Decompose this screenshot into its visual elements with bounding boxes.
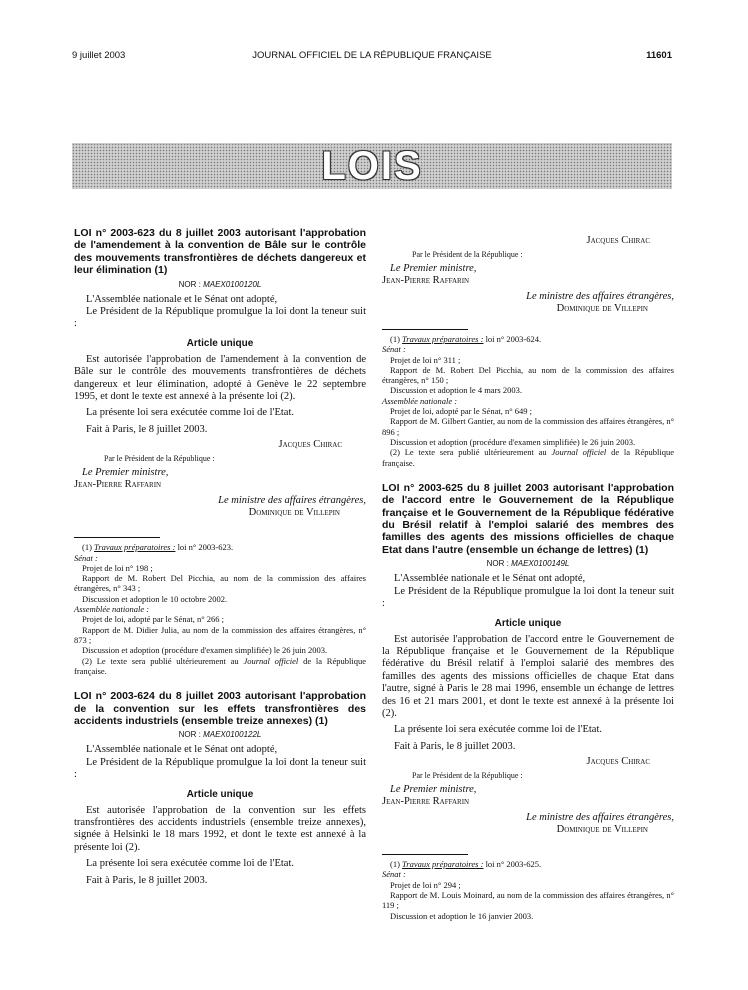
- footnotes: (1) Travaux préparatoires : loi n° 2003-625. Sénat : Projet de loi n° 294 ; Rapport de M. Louis Moinard, au nom de la commission des affaires étrangères, n° 119 ; Discussion et adoption le 16 janvier 2003.: [382, 859, 674, 921]
- footnote-item: Rapport de M. Gilbert Gantier, au nom de la commission des affaires étrangères, n° 896 ;: [382, 416, 674, 437]
- footnotes: (1) Travaux préparatoires : loi n° 2003-624. Sénat : Projet de loi n° 311 ; Rapport de M. Robert Del Picchia, au nom de la commission des affaires étrangères, n° 150 ; Discussion et adoption le 4 mars 2003. Assemblée nationale : Projet de loi, adopté par le Sénat, n° 649 ; Rapport de M. Gilbert Gantier, au nom de la commission des affaires étrangères, n° 896 ; Discussion et adoption (procédure d'examen simplifiée) le 26 juin 2003. (2) Le texte sera publié ultérieurement au Journal officiel de la République française.: [382, 334, 674, 468]
- footnote-text: (2) Le texte sera publié ultérieurement au: [82, 655, 244, 666]
- footnote-rule: [382, 329, 468, 330]
- signature-pm-name: Jean-Pierre Raffarin: [74, 479, 162, 491]
- header-journal-title: JOURNAL OFFICIEL DE LA RÉPUBLIQUE FRANÇAISE: [252, 50, 492, 61]
- nor-reference: [382, 559, 674, 568]
- signature-president: Jacques Chirac: [586, 235, 650, 246]
- section-banner-title: LOIS: [321, 143, 423, 188]
- law-paragraph: Fait à Paris, le 8 juillet 2003.: [394, 740, 516, 752]
- footnote-item: [74, 656, 366, 677]
- footnote-item: [382, 447, 674, 468]
- footnote-item: Projet de loi n° 294 ;: [390, 879, 461, 890]
- footnote-text: de la République française.: [74, 655, 366, 676]
- signature-minister-title: Le ministre des affaires étrangères,: [526, 812, 674, 824]
- footnote-item: Rapport de M. Robert Del Picchia, au nom de la commission des affaires étrangères, n° 343 ;: [74, 573, 366, 594]
- footnote-item: Rapport de M. Didier Julia, au nom de la commission des affaires étrangères, n° 873 ;: [74, 624, 366, 645]
- signature-president: Jacques Chirac: [586, 756, 650, 768]
- law-2003-624-signatures: [382, 235, 674, 468]
- law-paragraph: La présente loi sera exécutée comme loi de l'Etat.: [86, 858, 295, 870]
- page-header: [72, 50, 672, 66]
- law-paragraph: Le Président de la République promulgue la loi dont la teneur suit :: [382, 585, 674, 610]
- signature-president: Jacques Chirac: [278, 439, 342, 451]
- article-heading: Article unique: [494, 617, 562, 629]
- law-paragraph: La présente loi sera exécutée comme loi de l'Etat.: [86, 407, 295, 419]
- law-title: LOI n° 2003-624 du 8 juillet 2003 autorisant l'approbation de la convention sur les effets transfrontières des accidents industriels (ensemble treize annexes) (1): [74, 690, 366, 727]
- footnote-label: Travaux préparatoires :: [94, 542, 176, 553]
- footnote-section: Sénat :: [382, 869, 406, 880]
- footnote-item: Discussion et adoption (procédure d'examen simplifiée) le 26 juin 2003.: [82, 645, 328, 656]
- footnote-label: Travaux préparatoires :: [402, 334, 484, 344]
- signature-pm-name: Jean-Pierre Raffarin: [382, 796, 470, 808]
- footnote-section: Assemblée nationale :: [382, 395, 458, 406]
- law-2003-625: [382, 482, 674, 921]
- footnote-text: loi n° 2003-623.: [175, 542, 234, 553]
- law-paragraph: Le Président de la République promulgue la loi dont la teneur suit :: [74, 306, 366, 330]
- left-column: [74, 227, 366, 887]
- signature-pm-title: Le Premier ministre,: [82, 467, 169, 479]
- footnote-item: Discussion et adoption le 16 janvier 2003.: [390, 910, 534, 921]
- signature-minister-name: Dominique de Villepin: [556, 303, 648, 314]
- article-text: Est autorisée l'approbation de l'amendement à la convention de Bâle sur le contrôle des mouvements transfrontières de déchets dangereux et leur élimination, adopté à Genève le 22 septembre 1995, et dont le texte est annexé à la présente loi (2).: [74, 353, 366, 403]
- law-title: LOI n° 2003-625 du 8 juillet 2003 autorisant l'approbation de l'accord entre le Gouvernement de la République française et le Gouvernement de la République fédérative du Brésil relatif à l'emploi salarié des membres des familles des agents des missions officielles de chaque Etat dans l'autre (ensemble un échange de lettres) (1): [382, 481, 674, 556]
- footnote-rule: [382, 854, 468, 855]
- signature-minister-name: Dominique de Villepin: [248, 507, 340, 519]
- signature-intro: Par le Président de la République :: [412, 250, 523, 259]
- law-paragraph: L'Assemblée nationale et le Sénat ont adopté,: [394, 573, 586, 585]
- nor-label: NOR :: [178, 730, 201, 740]
- law-paragraph: Fait à Paris, le 8 juillet 2003.: [86, 874, 208, 886]
- signature-pm-title: Le Premier ministre,: [390, 784, 477, 796]
- law-paragraph: L'Assemblée nationale et le Sénat ont adopté,: [86, 293, 278, 305]
- footnote-item: Discussion et adoption (procédure d'examen simplifiée) le 26 juin 2003.: [390, 436, 636, 447]
- law-paragraph: L'Assemblée nationale et le Sénat ont adopté,: [86, 744, 278, 756]
- footnote-item: Discussion et adoption le 10 octobre 2002.: [82, 593, 228, 604]
- footnote-text: loi n° 2003-625.: [483, 859, 542, 870]
- signature-minister-title: Le ministre des affaires étrangères,: [526, 291, 674, 302]
- footnote-text: loi n° 2003-624.: [483, 334, 542, 344]
- footnote-rule: [74, 537, 160, 538]
- article-text: Est autorisée l'approbation de l'accord entre le Gouvernement de la République française et le Gouvernement de la République fédérative du Brésil relatif à l'emploi salarié des membres des familles des agents des missions officielles de chaque Etat dans l'autre, signé à Paris le 28 mai 1996, ensemble un échange de lettres des 16 et 21 mars 2001, et dont le texte est annexé à la présente loi (2).: [382, 633, 674, 719]
- nor-label: NOR :: [178, 279, 201, 289]
- law-paragraph: Fait à Paris, le 8 juillet 2003.: [86, 423, 208, 435]
- signature-minister-name: Dominique de Villepin: [556, 824, 648, 836]
- header-page-number: 11601: [646, 50, 672, 61]
- law-2003-624: [74, 690, 366, 887]
- footnote-text: (2) Le texte sera publié ultérieurement au: [390, 447, 552, 458]
- footnote-item: Rapport de M. Robert Del Picchia, au nom de la commission des affaires étrangères, n° 150 ;: [382, 364, 674, 386]
- nor-code: MAEX0100149L: [511, 559, 570, 569]
- article-heading: Article unique: [186, 788, 254, 800]
- law-paragraph: Le Président de la République promulgue la loi dont la teneur suit :: [74, 756, 366, 781]
- footnote-label: Travaux préparatoires :: [402, 859, 484, 870]
- law-2003-623: [74, 227, 366, 676]
- signature-minister-title: Le ministre des affaires étrangères,: [218, 495, 366, 507]
- footnote-section: Sénat :: [74, 552, 98, 563]
- law-paragraph: La présente loi sera exécutée comme loi de l'Etat.: [394, 724, 603, 736]
- nor-reference: [74, 280, 366, 289]
- footnote-section: Assemblée nationale :: [74, 604, 150, 615]
- right-column: [382, 227, 674, 921]
- nor-code: MAEX0100122L: [203, 730, 262, 740]
- signature-pm-title: Le Premier ministre,: [390, 263, 477, 274]
- footnote-text: de la République française.: [382, 447, 674, 468]
- article-text: Est autorisée l'approbation de la convention sur les effets transfrontières des accidents industriels (ensemble treize annexes), signée à Helsinki le 18 mars 1992, et dont le texte est annexé à la présente loi (2).: [74, 804, 366, 853]
- signature-pm-name: Jean-Pierre Raffarin: [382, 275, 470, 286]
- footnote-item: Discussion et adoption le 4 mars 2003.: [390, 385, 522, 396]
- footnotes: (1) Travaux préparatoires : loi n° 2003-623. Sénat : Projet de loi n° 198 ; Rapport de M. Robert Del Picchia, au nom de la commission des affaires étrangères, n° 343 ; Discussion et adoption le 10 octobre 2002. Assemblée nationale : Projet de loi, adopté par le Sénat, n° 266 ; Rapport de M. Didier Julia, au nom de la commission des affaires étrangères, n° 873 ; Discussion et adoption (procédure d'examen simplifiée) le 26 juin 2003. (2) Le texte sera publié ultérieurement au Journal officiel de la République française.: [74, 542, 366, 676]
- footnote-item: Rapport de M. Louis Moinard, au nom de la commission des affaires étrangères, n° 119 ;: [382, 890, 674, 911]
- footnote-item: Projet de loi n° 311 ;: [390, 354, 461, 365]
- nor-reference: [74, 730, 366, 739]
- footnote-item: Projet de loi, adopté par le Sénat, n° 266 ;: [82, 614, 224, 625]
- footnote-item: Projet de loi, adopté par le Sénat, n° 649 ;: [390, 406, 532, 417]
- header-date: 9 juillet 2003: [72, 50, 126, 61]
- nor-label: NOR :: [486, 559, 509, 569]
- law-title: LOI n° 2003-623 du 8 juillet 2003 autorisant l'approbation de l'amendement à la convention de Bâle sur le contrôle des mouvements transfrontières de déchets dangereux et leur élimination (1): [74, 227, 366, 277]
- article-heading: Article unique: [186, 337, 254, 349]
- footnote-section: Sénat :: [382, 344, 406, 355]
- signature-intro: Par le Président de la République :: [104, 454, 215, 464]
- footnote-item: Projet de loi n° 198 ;: [82, 562, 153, 573]
- footnote-journal: Journal officiel: [243, 655, 299, 666]
- section-banner: [72, 143, 672, 189]
- nor-code: MAEX0100120L: [203, 279, 262, 289]
- footnote-journal: Journal officiel: [551, 447, 607, 458]
- signature-intro: Par le Président de la République :: [412, 771, 523, 781]
